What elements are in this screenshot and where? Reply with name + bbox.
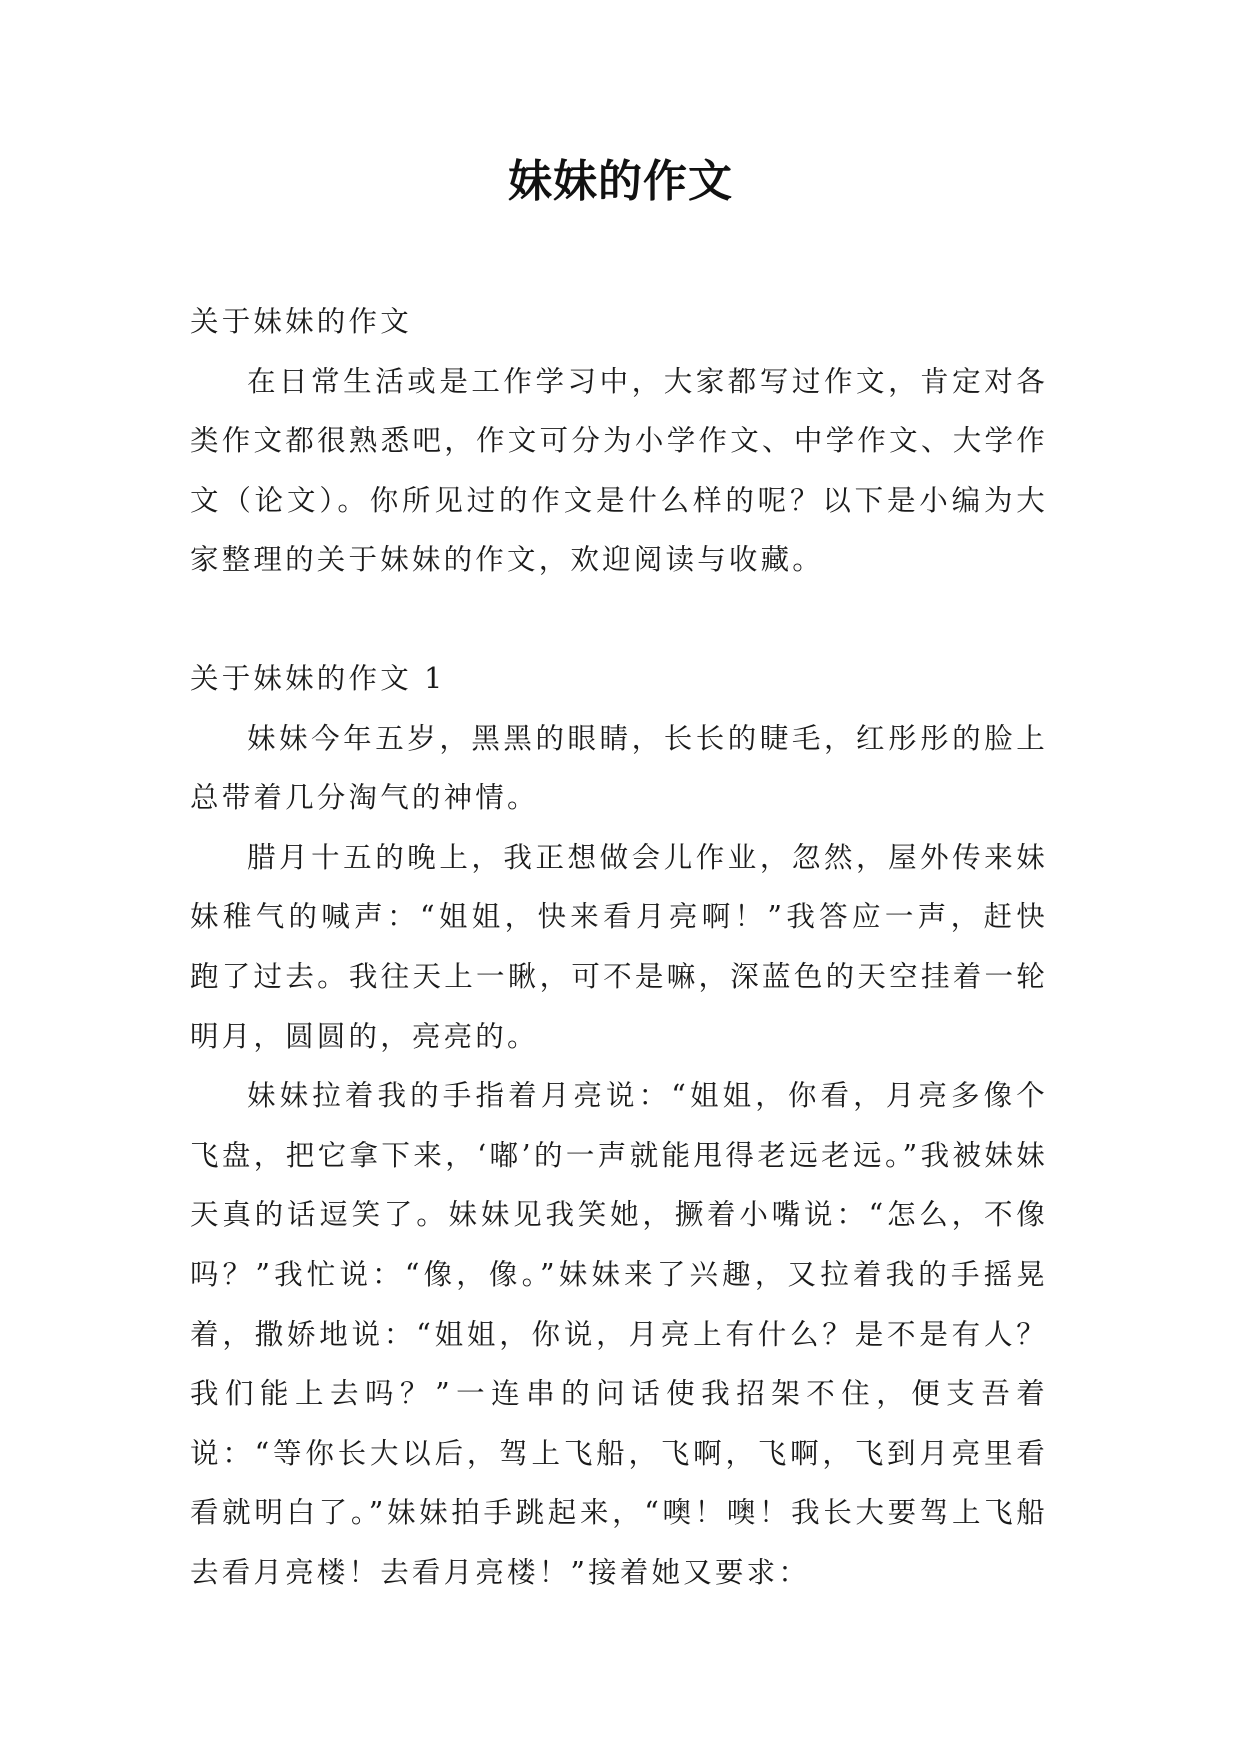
intro-paragraph: 在日常生活或是工作学习中，大家都写过作文，肯定对各类作文都很熟悉吧，作文可分为小学作文、中学作文、大学作文（论文）。你所见过的作文是什么样的呢？以下是小编为大家整理的关于妹妹的作文，欢迎阅读与收藏。 [190,364,1048,577]
document-body [190,292,1048,1602]
body-paragraph: 妹妹拉着我的手指着月亮说：“姐姐，你看，月亮多像个飞盘，把它拿下来，‘嘟’的一声就能甩得老远老远。”我被妹妹天真的话逗笑了。妹妹见我笑她，撅着小嘴说：“怎么，不像吗？”我忙说：“像，像。”妹妹来了兴趣，又拉着我的手摇晃着，撒娇地说：“姐姐，你说，月亮上有什么？是不是有人？我们能上去吗？”一连串的问话使我招架不住，便支吾着说：“等你长大以后，驾上飞船，飞啊，飞啊，飞到月亮里看看就明白了。”妹妹拍手跳起来，“噢！噢！我长大要驾上飞船去看月亮楼！去看月亮楼！”接着她又要求： [190,1079,1048,1589]
section-heading: 关于妹妹的作文 1 [190,661,446,695]
section-spacer [190,590,1048,649]
document-title: 妹妹的作文 [508,156,733,207]
body-paragraph: 腊月十五的晚上，我正想做会儿作业，忽然，屋外传来妹妹稚气的喊声：“姐姐，快来看月亮啊！”我答应一声，赶快跑了过去。我往天上一瞅，可不是嘛，深蓝色的天空挂着一轮明月，圆圆的，亮亮的。 [190,840,1048,1053]
body-paragraph: 妹妹今年五岁，黑黑的眼睛，长长的睫毛，红彤彤的脸上总带着几分淘气的神情。 [190,721,1048,815]
intro-heading: 关于妹妹的作文 [190,305,412,338]
